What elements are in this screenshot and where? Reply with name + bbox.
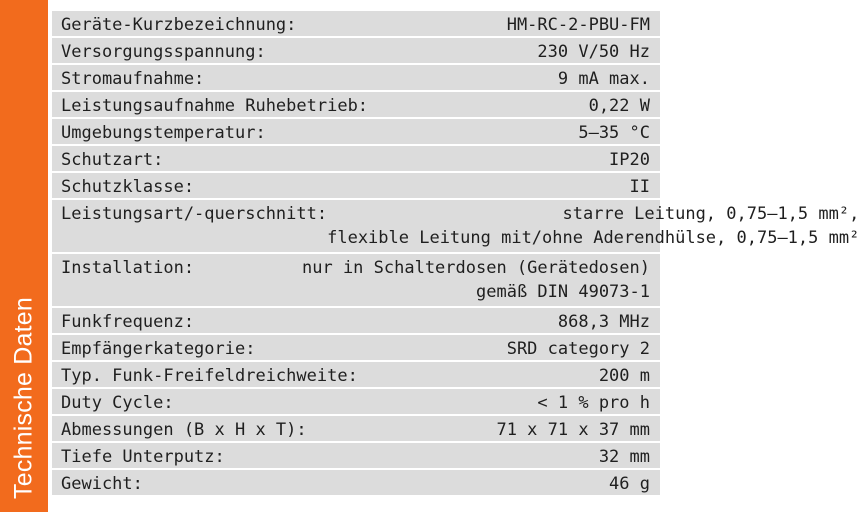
row-value: IP20 bbox=[609, 150, 650, 170]
table-row bbox=[52, 173, 660, 200]
row-label: Funkfrequenz: bbox=[61, 312, 195, 332]
table-row bbox=[52, 254, 660, 308]
row-label: Installation: bbox=[61, 258, 195, 278]
row-value: 230 V/50 Hz bbox=[537, 42, 650, 62]
row-value: 9 mA max. bbox=[557, 69, 650, 89]
table-row bbox=[52, 362, 660, 389]
row-label: Tiefe Unterputz: bbox=[61, 447, 225, 467]
table-row bbox=[52, 308, 660, 335]
table-row bbox=[52, 389, 660, 416]
table-row bbox=[52, 38, 660, 65]
row-value: < 1 % pro h bbox=[537, 393, 650, 413]
row-value: 5–35 °C bbox=[578, 123, 650, 143]
table-row bbox=[52, 470, 660, 497]
row-label: Empfängerkategorie: bbox=[61, 339, 256, 359]
row-label: Abmessungen (B x H x T): bbox=[61, 420, 307, 440]
row-value: II bbox=[629, 177, 650, 197]
table-row bbox=[52, 443, 660, 470]
row-value: SRD category 2 bbox=[506, 339, 650, 359]
row-label: Leistungsart/-querschnitt: bbox=[61, 204, 328, 224]
row-value: 32 mm bbox=[598, 447, 650, 467]
row-value: 71 x 71 x 37 mm bbox=[496, 420, 650, 440]
row-value: HM-RC-2-PBU-FM bbox=[506, 15, 650, 35]
row-label: Versorgungsspannung: bbox=[61, 42, 266, 62]
row-label: Typ. Funk-Freifeldreichweite: bbox=[61, 366, 358, 386]
row-value: 0,22 W bbox=[588, 96, 650, 116]
table-row bbox=[52, 416, 660, 443]
row-label: Schutzart: bbox=[61, 150, 164, 170]
row-value: 46 g bbox=[609, 474, 650, 494]
row-value: nur in Schalterdosen (Gerätedosen) gemäß DIN 49073-1 bbox=[302, 258, 650, 302]
table-row bbox=[52, 11, 660, 38]
row-value: starre Leitung, 0,75–1,5 mm², flexible Leitung mit/ohne Aderendhülse, 0,75–1,5 mm² bbox=[327, 204, 859, 248]
table-row bbox=[52, 200, 859, 254]
row-label: Gewicht: bbox=[61, 474, 143, 494]
table-row bbox=[52, 65, 660, 92]
table-row bbox=[52, 92, 660, 119]
table-row bbox=[52, 119, 660, 146]
row-label: Stromaufnahme: bbox=[61, 69, 205, 89]
row-value: 868,3 MHz bbox=[557, 312, 650, 332]
side-tab bbox=[0, 0, 48, 512]
spec-table bbox=[52, 10, 859, 497]
row-value: 200 m bbox=[598, 366, 650, 386]
row-label: Leistungsaufnahme Ruhebetrieb: bbox=[61, 96, 369, 116]
table-row bbox=[52, 335, 660, 362]
side-tab-label: Technische Daten bbox=[9, 297, 38, 499]
row-label: Duty Cycle: bbox=[61, 393, 174, 413]
row-label: Umgebungstemperatur: bbox=[61, 123, 266, 143]
row-label: Geräte-Kurzbezeichnung: bbox=[61, 15, 297, 35]
row-label: Schutzklasse: bbox=[61, 177, 195, 197]
table-row bbox=[52, 146, 660, 173]
